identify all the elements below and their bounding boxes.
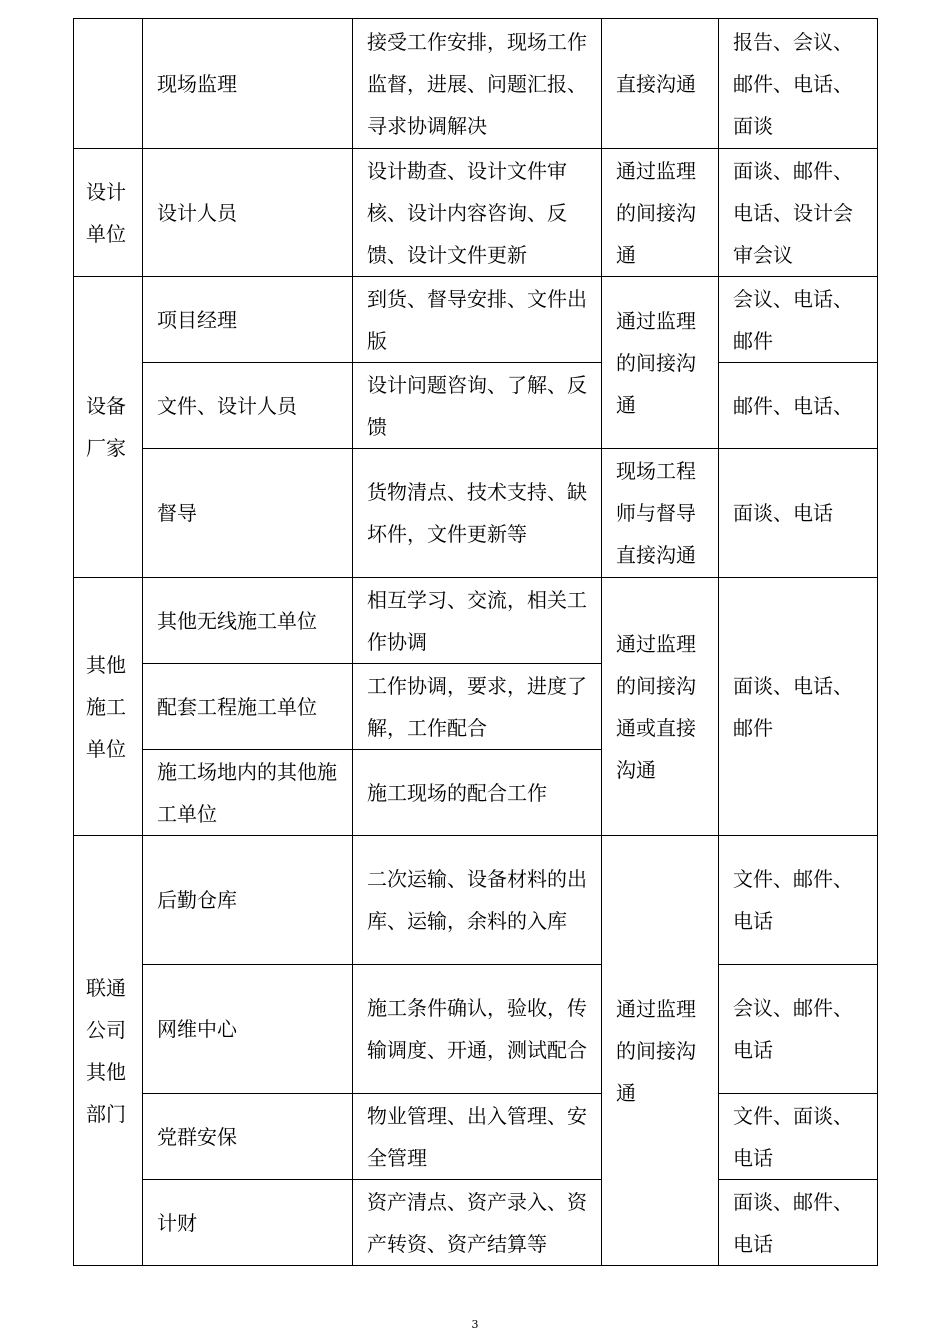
role-cell: 文件、设计人员 bbox=[143, 363, 353, 449]
unit-cell: 设计单位 bbox=[74, 149, 143, 277]
role-cell: 其他无线施工单位 bbox=[143, 578, 353, 664]
channel-cell: 文件、面谈、电话 bbox=[719, 1094, 878, 1180]
content-cell: 接受工作安排，现场工作监督，进展、问题汇报、寻求协调解决 bbox=[353, 19, 602, 149]
channel-cell: 面谈、邮件、电话 bbox=[719, 1180, 878, 1266]
table-row bbox=[74, 449, 878, 578]
role-cell: 网维中心 bbox=[143, 965, 353, 1094]
table-row bbox=[74, 1094, 878, 1180]
channel-cell: 文件、邮件、电话 bbox=[719, 836, 878, 965]
role-cell: 后勤仓库 bbox=[143, 836, 353, 965]
role-cell: 项目经理 bbox=[143, 277, 353, 363]
channel-cell: 会议、邮件、电话 bbox=[719, 965, 878, 1094]
method-cell: 通过监理的间接沟通 bbox=[602, 277, 719, 449]
role-cell: 党群安保 bbox=[143, 1094, 353, 1180]
channel-cell: 面谈、电话、邮件 bbox=[719, 578, 878, 836]
table-row bbox=[74, 363, 878, 449]
content-cell: 物业管理、出入管理、安全管理 bbox=[353, 1094, 602, 1180]
content-cell: 二次运输、设备材料的出库、运输，余料的入库 bbox=[353, 836, 602, 965]
role-cell: 配套工程施工单位 bbox=[143, 664, 353, 750]
table-row bbox=[74, 1180, 878, 1266]
method-cell: 通过监理的间接沟通 bbox=[602, 149, 719, 277]
content-cell: 设计勘查、设计文件审核、设计内容咨询、反馈、设计文件更新 bbox=[353, 149, 602, 277]
unit-cell: 联通公司其他部门 bbox=[74, 836, 143, 1266]
content-cell: 到货、督导安排、文件出版 bbox=[353, 277, 602, 363]
unit-cell bbox=[74, 19, 143, 149]
role-cell: 设计人员 bbox=[143, 149, 353, 277]
content-cell: 货物清点、技术支持、缺坏件，文件更新等 bbox=[353, 449, 602, 578]
role-cell: 施工场地内的其他施工单位 bbox=[143, 750, 353, 836]
content-cell: 施工现场的配合工作 bbox=[353, 750, 602, 836]
content-cell: 设计问题咨询、了解、反馈 bbox=[353, 363, 602, 449]
role-cell: 现场监理 bbox=[143, 19, 353, 149]
method-cell: 直接沟通 bbox=[602, 19, 719, 149]
table-row bbox=[74, 965, 878, 1094]
page-number: 3 bbox=[471, 1318, 479, 1331]
role-cell: 计财 bbox=[143, 1180, 353, 1266]
content-cell: 施工条件确认，验收，传输调度、开通，测试配合 bbox=[353, 965, 602, 1094]
method-cell: 现场工程师与督导直接沟通 bbox=[602, 449, 719, 578]
channel-cell: 面谈、电话 bbox=[719, 449, 878, 578]
channel-cell: 面谈、邮件、电话、设计会审会议 bbox=[719, 149, 878, 277]
channel-cell: 邮件、电话、 bbox=[719, 363, 878, 449]
content-cell: 资产清点、资产录入、资产转资、资产结算等 bbox=[353, 1180, 602, 1266]
method-cell: 通过监理的间接沟通 bbox=[602, 836, 719, 1266]
table-row bbox=[74, 149, 878, 277]
method-cell: 通过监理的间接沟通或直接沟通 bbox=[602, 578, 719, 836]
unit-cell: 其他施工单位 bbox=[74, 578, 143, 836]
table-row bbox=[74, 277, 878, 363]
unit-cell: 设备厂家 bbox=[74, 277, 143, 578]
role-cell: 督导 bbox=[143, 449, 353, 578]
table-row bbox=[74, 578, 878, 664]
channel-cell: 报告、会议、邮件、电话、面谈 bbox=[719, 19, 878, 149]
content-cell: 工作协调，要求，进度了解，工作配合 bbox=[353, 664, 602, 750]
table-row bbox=[74, 836, 878, 965]
channel-cell: 会议、电话、邮件 bbox=[719, 277, 878, 363]
communication-table bbox=[73, 18, 878, 1266]
content-cell: 相互学习、交流，相关工作协调 bbox=[353, 578, 602, 664]
table-row bbox=[74, 19, 878, 149]
